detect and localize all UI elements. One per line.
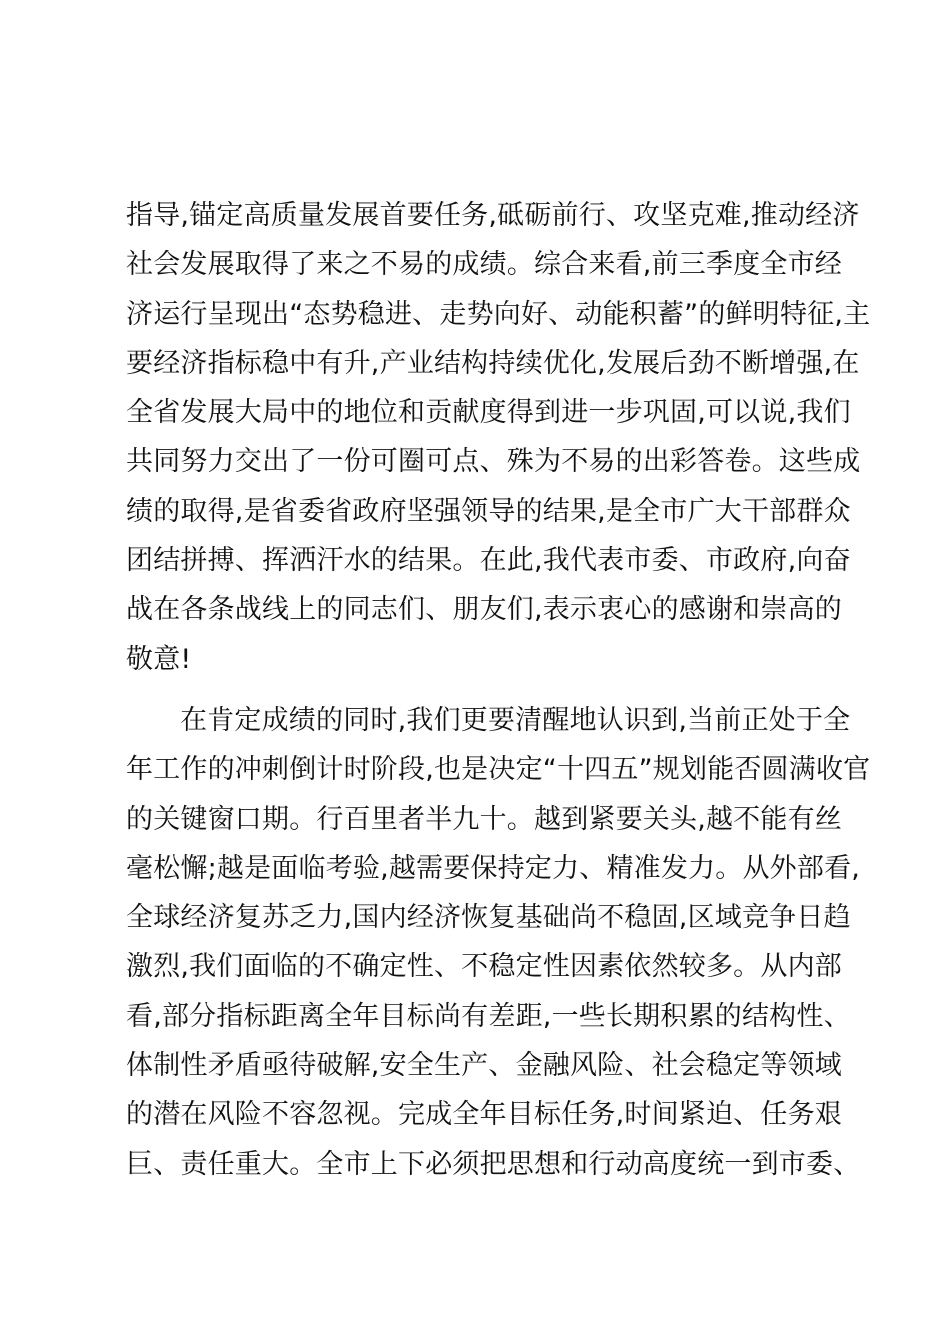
text-line: 全省发展大局中的地位和贡献度得到进一步巩固,可以说,我们	[126, 397, 851, 429]
paragraph-spacer	[126, 684, 826, 696]
paragraph-2	[126, 696, 871, 1189]
text-line: 在肯定成绩的同时,我们更要清醒地认识到,当前正处于全	[180, 704, 851, 736]
text-line: 社会发展取得了来之不易的成绩。综合来看,前三季度全市经	[126, 249, 842, 281]
paragraph-1	[126, 191, 871, 684]
text-line: 的潜在风险不容忽视。完成全年目标任务,时间紧迫、任务艰	[126, 1099, 842, 1131]
text-line: 团结拼搏、挥洒汗水的结果。在此,我代表市委、市政府,向奋	[126, 545, 851, 577]
text-line: 共同努力交出了一份可圈可点、殊为不易的出彩答卷。这些成	[126, 446, 861, 478]
text-line: 要经济指标稳中有升,产业结构持续优化,发展后劲不断增强,在	[126, 347, 860, 379]
document-body	[126, 191, 871, 1189]
text-line: 毫松懈;越是面临考验,越需要保持定力、精准发力。从外部看,	[126, 852, 861, 884]
text-line: 敬意!	[126, 643, 192, 675]
text-line: 济运行呈现出“态势稳进、走势向好、动能积蓄”的鲜明特征,主	[126, 298, 871, 330]
text-line: 全球经济复苏乏力,国内经济恢复基础尚不稳固,区域竞争日趋	[126, 902, 851, 934]
text-line: 绩的取得,是省委省政府坚强领导的结果,是全市广大干部群众	[126, 495, 851, 527]
text-line: 体制性矛盾亟待破解,安全生产、金融风险、社会稳定等领域	[126, 1050, 842, 1082]
text-line: 战在各条战线上的同志们、朋友们,表示衷心的感谢和崇高的	[126, 594, 842, 626]
text-line: 巨、责任重大。全市上下必须把思想和行动高度统一到市委、	[126, 1148, 861, 1180]
text-line: 的关键窗口期。行百里者半九十。越到紧要关头,越不能有丝	[126, 803, 842, 835]
text-line: 看,部分指标距离全年目标尚有差距,一些长期积累的结构性、	[126, 1000, 851, 1032]
text-line: 激烈,我们面临的不确定性、不稳定性因素依然较多。从内部	[126, 951, 842, 983]
text-line: 年工作的冲刺倒计时阶段,也是决定“十四五”规划能否圆满收官	[126, 754, 871, 786]
text-line: 指导,锚定高质量发展首要任务,砥砺前行、攻坚克难,推动经济	[126, 200, 860, 231]
